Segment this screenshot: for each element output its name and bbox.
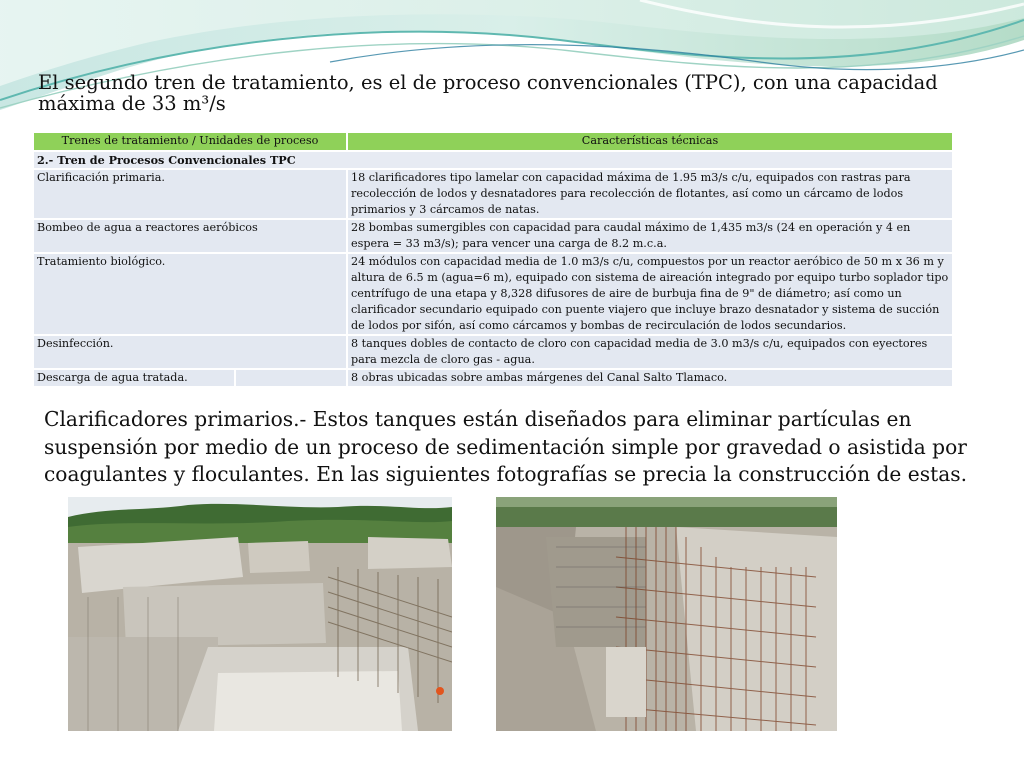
unit-cell: Descarga de agua tratada. — [34, 370, 234, 386]
header-units: Trenes de tratamiento / Unidades de proceso — [34, 133, 346, 150]
construction-photo-right — [496, 497, 837, 731]
desc-cell: 24 módulos con capacidad media de 1.0 m3/s c/u, compuestos por un reactor aeróbico de 50 m x 36 m y altura de 6.5 m (agua=6 m), equipado con sistema de aireación integrado por equipo turbo soplador tipo centrífugo de una etapa y 8,328 difusores de aire de burbuja fina de 9" de diámetro; así como un clarificador secundario equipado con puente viajero que incluye brazo desnatador y sistema de succión de lodos por sifón, así como cárcamos y bombas de recirculación de lodos secundarios. — [348, 254, 952, 334]
empty-cell — [236, 370, 346, 386]
table-row — [34, 336, 952, 368]
table-row — [34, 170, 952, 218]
table-row — [34, 370, 952, 386]
header-characteristics: Características técnicas — [348, 133, 952, 150]
construction-photo-left — [68, 497, 452, 731]
table-row — [34, 254, 952, 334]
desc-cell: 8 obras ubicadas sobre ambas márgenes del Canal Salto Tlamaco. — [348, 370, 952, 386]
table-header-row — [34, 133, 952, 150]
unit-cell: Clarificación primaria. — [34, 170, 346, 218]
desc-cell: 8 tanques dobles de contacto de cloro con capacidad media de 3.0 m3/s c/u, equipados con eyectores para mezcla de cloro gas - agua. — [348, 336, 952, 368]
section-title: 2.- Tren de Procesos Convencionales TPC — [34, 152, 952, 168]
desc-cell: 18 clarificadores tipo lamelar con capacidad máxima de 1.95 m3/s c/u, equipados con rastras para recolección de lodos y desnatadores para recolección de flotantes, así como un cárcamo de lodos primarios y 3 cárcamos de natas. — [348, 170, 952, 218]
treatment-spec-table — [32, 131, 954, 388]
page-heading: El segundo tren de tratamiento, es el de proceso convencionales (TPC), con una capacidad máxima de 33 m³/s — [38, 71, 938, 115]
unit-cell: Bombeo de agua a reactores aeróbicos — [34, 220, 346, 252]
table-row — [34, 220, 952, 252]
unit-cell: Desinfección. — [34, 336, 346, 368]
desc-cell: 28 bombas sumergibles con capacidad para caudal máximo de 1,435 m3/s (24 en operación y 4 en espera = 33 m3/s); para vencer una carga de 8.2 m.c.a. — [348, 220, 952, 252]
table-section-row — [34, 152, 952, 168]
clarifiers-paragraph: Clarificadores primarios.- Estos tanques están diseñados para eliminar partículas en suspensión por medio de un proceso de sedimentación simple por gravedad o asistida por coagulantes y floculantes. En las siguientes fotografías se precia la construcción de estas. — [44, 407, 968, 486]
unit-cell: Tratamiento biológico. — [34, 254, 346, 334]
